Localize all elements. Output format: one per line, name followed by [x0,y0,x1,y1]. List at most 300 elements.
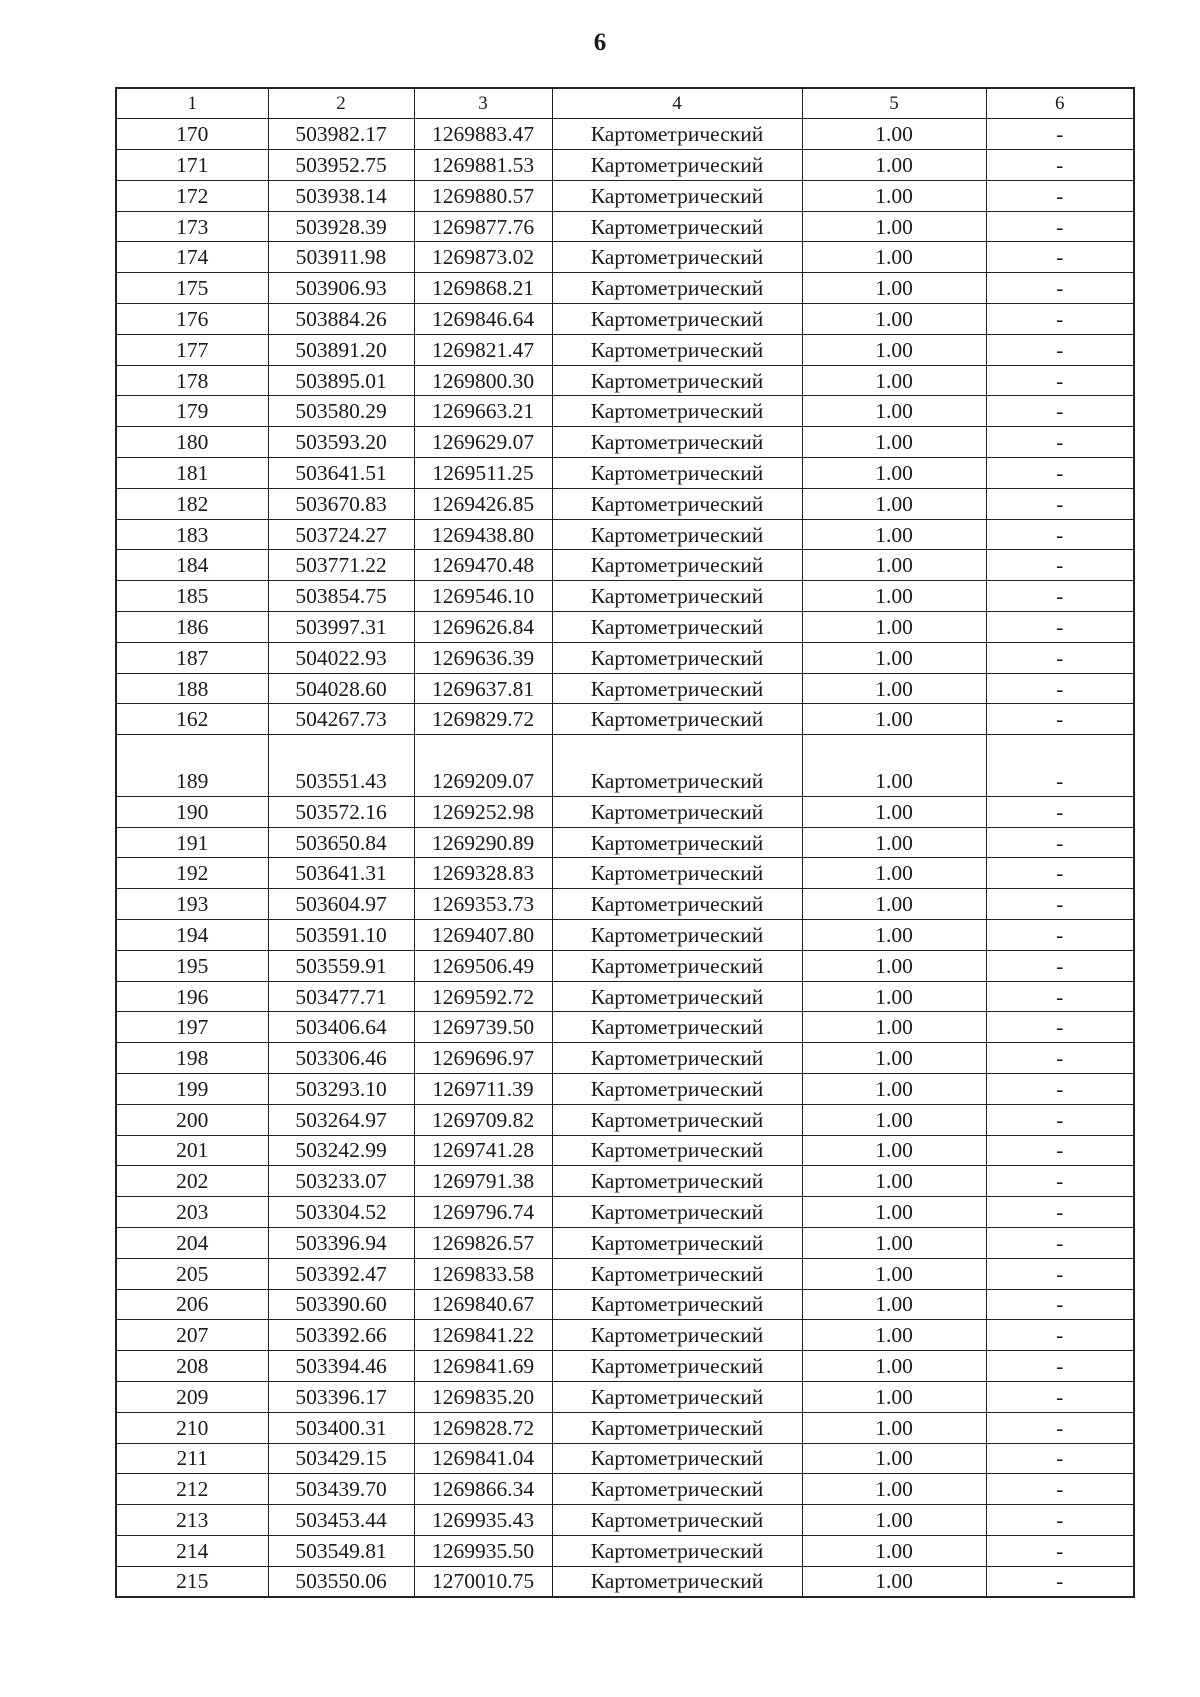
x-coordinate-cell: 503406.64 [268,1012,414,1043]
x-coordinate-cell: 503997.31 [268,612,414,643]
table-row [116,458,1134,489]
table-row [116,242,1134,273]
point-number-cell: 203 [116,1197,268,1228]
x-coordinate-cell: 503982.17 [268,119,414,150]
point-number-cell: 202 [116,1166,268,1197]
y-coordinate-cell: 1270010.75 [414,1566,552,1597]
method-cell: Картометрический [552,1566,802,1597]
note-cell: - [986,1320,1134,1351]
y-coordinate-cell: 1269438.80 [414,519,552,550]
accuracy-cell: 1.00 [802,673,986,704]
table-row [116,550,1134,581]
point-number-cell: 198 [116,1043,268,1074]
note-cell: - [986,1535,1134,1566]
accuracy-cell: 1.00 [802,704,986,735]
method-cell: Картометрический [552,581,802,612]
note-cell: - [986,1166,1134,1197]
note-cell: - [986,1474,1134,1505]
y-coordinate-cell: 1269835.20 [414,1381,552,1412]
method-cell: Картометрический [552,642,802,673]
method-cell: Картометрический [552,950,802,981]
accuracy-cell: 1.00 [802,766,986,797]
y-coordinate-cell: 1269846.64 [414,304,552,335]
y-coordinate-cell: 1269821.47 [414,334,552,365]
y-coordinate-cell: 1269826.57 [414,1227,552,1258]
x-coordinate-cell: 503390.60 [268,1289,414,1320]
accuracy-cell: 1.00 [802,920,986,951]
x-coordinate-cell: 503304.52 [268,1197,414,1228]
point-number-cell: 186 [116,612,268,643]
point-number-cell: 184 [116,550,268,581]
note-cell: - [986,1505,1134,1536]
accuracy-cell: 1.00 [802,1535,986,1566]
point-number-cell: 213 [116,1505,268,1536]
x-coordinate-cell: 503572.16 [268,796,414,827]
point-number-cell: 188 [116,673,268,704]
note-cell: - [986,365,1134,396]
x-coordinate-cell: 503477.71 [268,981,414,1012]
y-coordinate-cell: 1269711.39 [414,1074,552,1105]
header-cell-accuracy: 5 [802,88,986,119]
note-cell: - [986,827,1134,858]
note-cell: - [986,920,1134,951]
y-coordinate-cell: 1269470.48 [414,550,552,581]
method-cell: Картометрический [552,488,802,519]
accuracy-cell: 1.00 [802,1258,986,1289]
x-coordinate-cell: 503604.97 [268,889,414,920]
table-row [116,889,1134,920]
y-coordinate-cell: 1269663.21 [414,396,552,427]
accuracy-cell: 1.00 [802,950,986,981]
method-cell: Картометрический [552,273,802,304]
y-coordinate-cell: 1269868.21 [414,273,552,304]
table-row [116,519,1134,550]
point-number-cell: 187 [116,642,268,673]
point-number-cell: 185 [116,581,268,612]
note-cell: - [986,889,1134,920]
x-coordinate-cell: 503650.84 [268,827,414,858]
accuracy-cell: 1.00 [802,150,986,181]
point-number-cell: 207 [116,1320,268,1351]
accuracy-cell: 1.00 [802,1043,986,1074]
accuracy-cell: 1.00 [802,1566,986,1597]
note-cell: - [986,1289,1134,1320]
table-row [116,488,1134,519]
table-row [116,1535,1134,1566]
point-number-cell: 211 [116,1443,268,1474]
x-coordinate-cell: 503724.27 [268,519,414,550]
point-number-cell: 215 [116,1566,268,1597]
y-coordinate-cell: 1269290.89 [414,827,552,858]
x-coordinate-cell: 503911.98 [268,242,414,273]
y-coordinate-cell: 1269252.98 [414,796,552,827]
table-row [116,827,1134,858]
y-coordinate-cell: 1269800.30 [414,365,552,396]
x-coordinate-cell: 503306.46 [268,1043,414,1074]
note-cell: - [986,1381,1134,1412]
x-coordinate-cell: 503439.70 [268,1474,414,1505]
y-coordinate-cell: 1269877.76 [414,211,552,242]
x-coordinate-cell: 503670.83 [268,488,414,519]
x-coordinate-cell: 503396.17 [268,1381,414,1412]
note-cell: - [986,581,1134,612]
point-number-cell: 210 [116,1412,268,1443]
table-row [116,1227,1134,1258]
y-coordinate-cell: 1269840.67 [414,1289,552,1320]
accuracy-cell: 1.00 [802,334,986,365]
method-cell: Картометрический [552,458,802,489]
method-cell: Картометрический [552,119,802,150]
point-number-cell: 204 [116,1227,268,1258]
note-cell: - [986,1443,1134,1474]
note-cell: - [986,273,1134,304]
x-coordinate-cell: 503233.07 [268,1166,414,1197]
note-cell: - [986,612,1134,643]
point-number-cell: 194 [116,920,268,951]
method-cell: Картометрический [552,150,802,181]
note-cell: - [986,673,1134,704]
table-row [116,211,1134,242]
point-number-cell: 180 [116,427,268,458]
accuracy-cell: 1.00 [802,488,986,519]
y-coordinate-cell: 1269209.07 [414,766,552,797]
x-coordinate-cell: 503906.93 [268,273,414,304]
y-coordinate-cell: 1269709.82 [414,1104,552,1135]
table-row [116,766,1134,797]
note-cell: - [986,427,1134,458]
method-cell: Картометрический [552,396,802,427]
x-coordinate-cell: 503549.81 [268,1535,414,1566]
method-cell: Картометрический [552,180,802,211]
x-coordinate-cell: 503293.10 [268,1074,414,1105]
method-cell: Картометрический [552,920,802,951]
y-coordinate-cell: 1269866.34 [414,1474,552,1505]
x-coordinate-cell: 503891.20 [268,334,414,365]
note-cell: - [986,1135,1134,1166]
accuracy-cell: 1.00 [802,211,986,242]
table-row [116,612,1134,643]
note-cell: - [986,550,1134,581]
table-body [116,119,1134,1597]
table-row [116,950,1134,981]
table-row [116,673,1134,704]
method-cell: Картометрический [552,889,802,920]
method-cell: Картометрический [552,858,802,889]
coordinates-table [115,87,1135,1598]
accuracy-cell: 1.00 [802,1104,986,1135]
accuracy-cell: 1.00 [802,1166,986,1197]
y-coordinate-cell: 1269881.53 [414,150,552,181]
method-cell: Картометрический [552,673,802,704]
table-row-blank [116,735,1134,766]
table-row [116,981,1134,1012]
note-cell: - [986,519,1134,550]
table-row [116,642,1134,673]
table-row [116,365,1134,396]
y-coordinate-cell: 1269880.57 [414,180,552,211]
note-cell: - [986,766,1134,797]
y-coordinate-cell: 1269626.84 [414,612,552,643]
table-row [116,920,1134,951]
method-cell: Картометрический [552,766,802,797]
x-coordinate-cell: 503400.31 [268,1412,414,1443]
point-number-cell: 206 [116,1289,268,1320]
method-cell: Картометрический [552,704,802,735]
point-number-cell: 179 [116,396,268,427]
note-cell: - [986,150,1134,181]
method-cell: Картометрический [552,1166,802,1197]
x-coordinate-cell: 503264.97 [268,1104,414,1135]
y-coordinate-cell: 1269739.50 [414,1012,552,1043]
method-cell: Картометрический [552,796,802,827]
method-cell: Картометрический [552,519,802,550]
note-cell: - [986,119,1134,150]
method-cell: Картометрический [552,981,802,1012]
x-coordinate-cell: 503392.47 [268,1258,414,1289]
table-row [116,1104,1134,1135]
method-cell: Картометрический [552,1320,802,1351]
x-coordinate-cell: 503591.10 [268,920,414,951]
x-coordinate-cell: 503396.94 [268,1227,414,1258]
note-cell [986,735,1134,766]
method-cell: Картометрический [552,242,802,273]
note-cell: - [986,211,1134,242]
note-cell: - [986,1197,1134,1228]
y-coordinate-cell: 1269328.83 [414,858,552,889]
note-cell: - [986,396,1134,427]
header-cell-y-coordinate: 3 [414,88,552,119]
accuracy-cell: 1.00 [802,396,986,427]
note-cell: - [986,642,1134,673]
accuracy-cell: 1.00 [802,1381,986,1412]
y-coordinate-cell [414,735,552,766]
accuracy-cell: 1.00 [802,1227,986,1258]
accuracy-cell: 1.00 [802,427,986,458]
table-row [116,1505,1134,1536]
note-cell: - [986,796,1134,827]
note-cell: - [986,1043,1134,1074]
point-number-cell: 200 [116,1104,268,1135]
x-coordinate-cell: 503952.75 [268,150,414,181]
method-cell: Картометрический [552,1104,802,1135]
note-cell: - [986,950,1134,981]
method-cell: Картометрический [552,1227,802,1258]
point-number-cell: 162 [116,704,268,735]
accuracy-cell: 1.00 [802,1197,986,1228]
table-row [116,334,1134,365]
note-cell: - [986,704,1134,735]
accuracy-cell: 1.00 [802,304,986,335]
header-cell-note: 6 [986,88,1134,119]
note-cell: - [986,1351,1134,1382]
y-coordinate-cell: 1269407.80 [414,920,552,951]
accuracy-cell: 1.00 [802,1443,986,1474]
accuracy-cell: 1.00 [802,1135,986,1166]
note-cell: - [986,180,1134,211]
note-cell: - [986,1412,1134,1443]
y-coordinate-cell: 1269841.22 [414,1320,552,1351]
accuracy-cell: 1.00 [802,981,986,1012]
header-cell-method: 4 [552,88,802,119]
y-coordinate-cell: 1269637.81 [414,673,552,704]
y-coordinate-cell: 1269426.85 [414,488,552,519]
y-coordinate-cell: 1269546.10 [414,581,552,612]
table-row [116,1289,1134,1320]
point-number-cell: 178 [116,365,268,396]
note-cell: - [986,858,1134,889]
table-row [116,1320,1134,1351]
method-cell: Картометрический [552,334,802,365]
accuracy-cell: 1.00 [802,642,986,673]
method-cell: Картометрический [552,1258,802,1289]
y-coordinate-cell: 1269833.58 [414,1258,552,1289]
point-number-cell: 197 [116,1012,268,1043]
accuracy-cell: 1.00 [802,1351,986,1382]
x-coordinate-cell: 503771.22 [268,550,414,581]
table-row [116,1381,1134,1412]
x-coordinate-cell: 503453.44 [268,1505,414,1536]
table-row [116,1412,1134,1443]
accuracy-cell: 1.00 [802,550,986,581]
accuracy-cell: 1.00 [802,796,986,827]
note-cell: - [986,1258,1134,1289]
note-cell: - [986,304,1134,335]
point-number-cell: 170 [116,119,268,150]
point-number-cell: 208 [116,1351,268,1382]
table-row [116,150,1134,181]
method-cell: Картометрический [552,612,802,643]
point-number-cell: 177 [116,334,268,365]
y-coordinate-cell: 1269841.04 [414,1443,552,1474]
page-number: 6 [593,29,607,56]
table-row [116,1443,1134,1474]
note-cell: - [986,1012,1134,1043]
table-row [116,1166,1134,1197]
x-coordinate-cell: 504022.93 [268,642,414,673]
accuracy-cell: 1.00 [802,612,986,643]
table-row [116,796,1134,827]
table-row [116,581,1134,612]
table-row [116,1197,1134,1228]
accuracy-cell: 1.00 [802,519,986,550]
x-coordinate-cell: 504028.60 [268,673,414,704]
y-coordinate-cell: 1269883.47 [414,119,552,150]
accuracy-cell: 1.00 [802,1074,986,1105]
method-cell: Картометрический [552,550,802,581]
method-cell: Картометрический [552,1043,802,1074]
accuracy-cell: 1.00 [802,1474,986,1505]
table-row [116,1258,1134,1289]
point-number-cell: 193 [116,889,268,920]
x-coordinate-cell [268,735,414,766]
y-coordinate-cell: 1269791.38 [414,1166,552,1197]
x-coordinate-cell: 503429.15 [268,1443,414,1474]
y-coordinate-cell: 1269592.72 [414,981,552,1012]
header-cell-x-coordinate: 2 [268,88,414,119]
x-coordinate-cell: 503641.31 [268,858,414,889]
method-cell: Картометрический [552,1012,802,1043]
accuracy-cell: 1.00 [802,581,986,612]
x-coordinate-cell: 503895.01 [268,365,414,396]
x-coordinate-cell: 504267.73 [268,704,414,735]
y-coordinate-cell: 1269828.72 [414,1412,552,1443]
method-cell: Картометрический [552,1505,802,1536]
table-row [116,1566,1134,1597]
y-coordinate-cell: 1269741.28 [414,1135,552,1166]
x-coordinate-cell: 503641.51 [268,458,414,489]
table-row [116,1474,1134,1505]
point-number-cell [116,735,268,766]
note-cell: - [986,488,1134,519]
point-number-cell: 190 [116,796,268,827]
table-row [116,180,1134,211]
x-coordinate-cell: 503394.46 [268,1351,414,1382]
method-cell [552,735,802,766]
header-cell-point-number: 1 [116,88,268,119]
table-row [116,1351,1134,1382]
accuracy-cell: 1.00 [802,827,986,858]
point-number-cell: 174 [116,242,268,273]
accuracy-cell [802,735,986,766]
method-cell: Картометрический [552,1412,802,1443]
accuracy-cell: 1.00 [802,1012,986,1043]
point-number-cell: 195 [116,950,268,981]
accuracy-cell: 1.00 [802,1412,986,1443]
method-cell: Картометрический [552,304,802,335]
accuracy-cell: 1.00 [802,858,986,889]
accuracy-cell: 1.00 [802,242,986,273]
y-coordinate-cell: 1269829.72 [414,704,552,735]
point-number-cell: 171 [116,150,268,181]
x-coordinate-cell: 503884.26 [268,304,414,335]
method-cell: Картометрический [552,427,802,458]
table-row [116,1043,1134,1074]
y-coordinate-cell: 1269506.49 [414,950,552,981]
method-cell: Картометрический [552,1289,802,1320]
point-number-cell: 209 [116,1381,268,1412]
note-cell: - [986,981,1134,1012]
table-header [116,88,1134,119]
x-coordinate-cell: 503559.91 [268,950,414,981]
y-coordinate-cell: 1269511.25 [414,458,552,489]
note-cell: - [986,458,1134,489]
method-cell: Картометрический [552,1351,802,1382]
point-number-cell: 212 [116,1474,268,1505]
accuracy-cell: 1.00 [802,273,986,304]
table-row [116,427,1134,458]
table-row [116,119,1134,150]
x-coordinate-cell: 503550.06 [268,1566,414,1597]
method-cell: Картометрический [552,1135,802,1166]
table-row [116,858,1134,889]
point-number-cell: 183 [116,519,268,550]
accuracy-cell: 1.00 [802,458,986,489]
y-coordinate-cell: 1269796.74 [414,1197,552,1228]
point-number-cell: 173 [116,211,268,242]
accuracy-cell: 1.00 [802,889,986,920]
x-coordinate-cell: 503593.20 [268,427,414,458]
method-cell: Картометрический [552,211,802,242]
note-cell: - [986,1074,1134,1105]
accuracy-cell: 1.00 [802,1320,986,1351]
method-cell: Картометрический [552,1474,802,1505]
table-row [116,1135,1134,1166]
table-row [116,273,1134,304]
y-coordinate-cell: 1269935.43 [414,1505,552,1536]
point-number-cell: 191 [116,827,268,858]
accuracy-cell: 1.00 [802,365,986,396]
y-coordinate-cell: 1269696.97 [414,1043,552,1074]
